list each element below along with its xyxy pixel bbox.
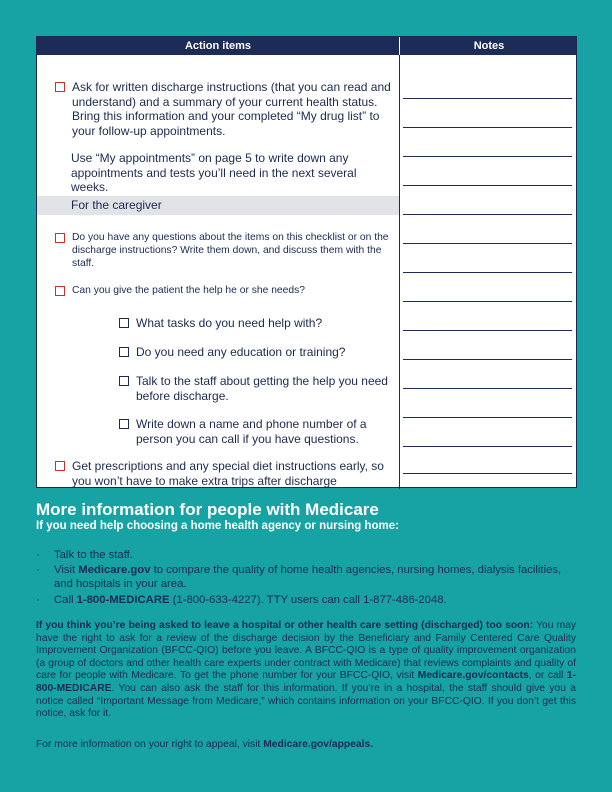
notes-line[interactable] [403,473,572,474]
sub-item-text: Do you need any education or training? [136,345,346,359]
sub-item-text: Talk to the staff about getting the help you need before discharge. [136,374,388,403]
more-info-subtitle: If you need help choosing a home health agency or nursing home: [36,520,399,532]
notes-line[interactable] [403,417,572,418]
sub-item-tasks [119,316,389,331]
action-item-text: Get prescriptions and any special diet instructions early, so you won’t have to make extra trips after discharge [72,459,384,488]
notes-line[interactable] [403,272,572,273]
checkbox[interactable] [119,419,129,429]
action-item-prescriptions [55,459,395,488]
bullet-dot: · [36,594,40,606]
notes-line[interactable] [403,98,572,99]
more-info-title: More information for people with Medicare [36,500,379,519]
discharge-paragraph [36,620,576,721]
appointments-note: Use “My appointments” on page 5 to write down any appointments and tests you’ll need in the next several weeks. [71,151,357,194]
bullet-text-part: (1-800-633-4227). TTY users can call 1-877-486-2048. [169,594,447,606]
notes-line[interactable] [403,330,572,331]
medicare-gov-link[interactable]: Medicare.gov [78,564,151,576]
sub-item-text: What tasks do you need help with? [136,316,323,330]
notes-line[interactable] [403,127,572,128]
notes-line[interactable] [403,301,572,302]
discharge-text: . You can also ask the staff for this information. If you’re in a hospital, the staff should give you a notice called “Important Message from Medicare,” which contains information on your BFCC-QIO. If you don’t get this notice, ask for it. [36,682,576,720]
bullet-text [54,593,576,607]
notes-line[interactable] [403,359,572,360]
notes-line[interactable] [403,185,572,186]
caregiver-heading: For the caregiver [37,196,399,215]
bullet-text-part: Visit [54,564,79,576]
discharge-text: You may have the right to ask for a review of the discharge decision by the Beneficiary and Family Centered Care Quality Improvement Organization (BFCC-QIO) before you leave. A BFCC-QIO is a type of quality improvement organization (a group of doctors and other health care experts under contract with Medicare) that reviews complaints and quality of care for people with Medicare. To get the phone number for your BFCC-QIO, visit [36,620,576,682]
checkbox[interactable] [55,82,65,92]
checkbox[interactable] [119,376,129,386]
checkbox[interactable] [55,286,65,296]
bullet-text [54,563,576,591]
checkbox[interactable] [55,233,65,243]
notes-line[interactable] [403,388,572,389]
action-item-text: Do you have any questions about the items on this checklist or on the discharge instructions? Write them down, and discuss them with the staff. [72,232,389,269]
bullet-item [36,593,576,607]
checkbox[interactable] [119,347,129,357]
notes-line[interactable] [403,214,572,215]
appeal-info [36,739,576,750]
sub-item-contact-person [119,417,389,446]
medicare-phone-link[interactable]: 1-800-MEDICARE [76,594,170,606]
bullet-item [36,563,576,591]
bullet-text: Talk to the staff. [54,549,133,561]
column-divider [399,55,400,489]
appeal-text: For more information on your right to appeal, visit [36,739,264,750]
notes-header: Notes [399,37,578,55]
bullet-item [36,548,576,562]
notes-line[interactable] [403,243,572,244]
bullet-text-part: to compare the quality of home health agencies, nursing homes, dialysis facilities, and hospitals in your area. [54,564,562,590]
notes-line[interactable] [403,446,572,447]
medicare-phone-link[interactable]: 1-800-MEDICARE [36,670,576,694]
checklist-table [36,36,577,488]
checkbox[interactable] [55,461,65,471]
sub-item-education [119,345,389,360]
action-item-discharge-instructions [55,80,395,138]
bullet-text-part: Call [54,594,77,606]
bullet-dot: · [36,564,40,576]
action-item-text: Ask for written discharge instructions (that you can read and understand) and a summary of your current health status. Bring this information and your completed “My drug list” to your follow-up appointments. [72,80,391,138]
checkbox[interactable] [119,318,129,328]
contacts-link[interactable]: Medicare.gov/contacts [417,670,529,682]
action-items-header: Action items [184,40,251,52]
discharge-text: , or call [528,670,567,682]
sub-item-talk-staff [119,374,389,403]
bullet-dot: · [36,549,40,561]
appeals-link[interactable]: Medicare.gov/appeals. [263,739,374,750]
notes-line[interactable] [403,156,572,157]
action-item-questions [55,231,395,270]
table-header [37,37,576,55]
action-item-patient-help [55,284,395,297]
discharge-lead: If you think you’re being asked to leave a hospital or other health care setting (discharged) too soon: [36,620,534,631]
action-item-text: Can you give the patient the help he or she needs? [72,285,305,296]
sub-item-text: Write down a name and phone number of a person you can call if you have questions. [136,417,367,446]
